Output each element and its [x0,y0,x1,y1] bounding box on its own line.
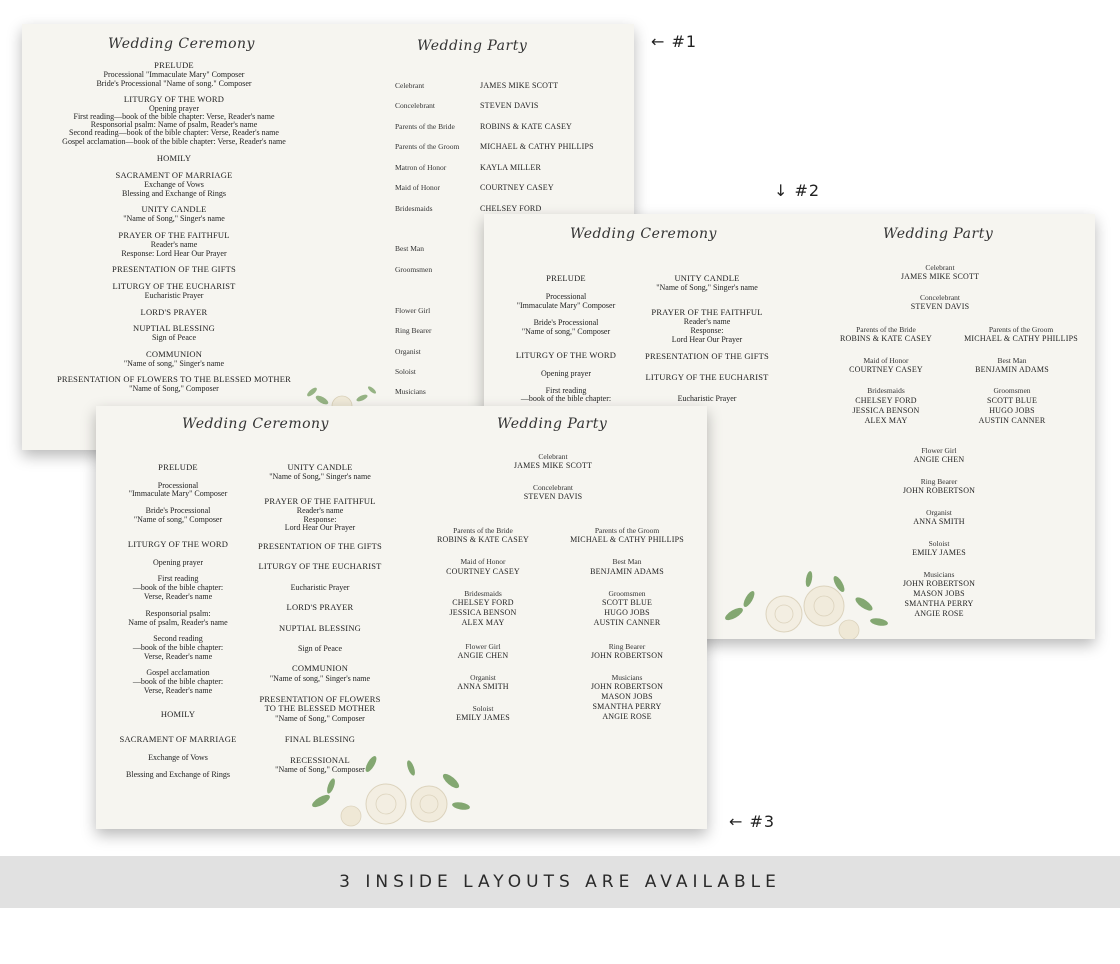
ceremony-line: Exchange of Vows [148,753,208,762]
ceremony-line: Response: [303,515,337,524]
ceremony-line: Sign of Peace [298,644,342,653]
party-names: ROBINS & KATE CASEY [839,334,933,343]
ceremony-line: Second reading—book of the bible chapter: Verse, Reader's name [69,128,279,137]
party-names: COURTNEY CASEY [446,567,520,576]
ceremony-line: "Name of Song," Singer's name [269,472,371,481]
party-role: Maid of Honor [395,183,440,192]
party-names: ANGIE ROSE [914,609,964,618]
party-role: Musicians [395,387,426,396]
party-names: MICHAEL & CATHY PHILLIPS [480,142,594,151]
ceremony-line: Gospel acclamation—book of the bible chapter: Verse, Reader's name [62,137,286,146]
ceremony-line: Verse, Reader's name [143,652,213,661]
party-role: Soloist [395,367,416,376]
ceremony-line: PRELUDE [154,60,194,70]
party-names: CHELSEY FORD [855,396,917,405]
ceremony-line: Processional "Immaculate Mary" Composer [103,70,245,79]
ceremony-line: PRESENTATION OF FLOWERS [259,694,381,704]
party-role: Ring Bearer [395,326,432,335]
party-names: COURTNEY CASEY [849,365,923,374]
party-role: Bridesmaids [464,589,502,598]
ceremony-line: Opening prayer [541,369,591,378]
party-role: Organist [395,347,421,356]
rose [366,784,406,824]
ceremony-line: Gospel acclamation [146,668,210,677]
layout-3-marker: ← #3 [729,812,776,831]
ceremony-line: Responsorial psalm: Name of psalm, Reader's name [90,120,258,129]
party-names: AUSTIN CANNER [593,618,661,627]
layout-2-marker: ↓ #2 [774,181,821,200]
ceremony-title: Wedding Ceremony [570,226,717,242]
party-names: STEVEN DAVIS [523,492,583,501]
party-names: MICHAEL & CATHY PHILLIPS [964,334,1078,343]
party-names: JOHN ROBERTSON [902,486,976,495]
party-names: MASON JOBS [913,589,965,598]
party-role: Best Man [997,356,1027,365]
rose [341,806,361,826]
party-names: ANGIE ROSE [602,712,652,721]
ceremony-line: Eucharistic Prayer [290,583,350,592]
party-names: SCOTT BLUE [986,396,1038,405]
ceremony-line: LITURGY OF THE WORD [127,539,229,549]
party-names: SMANTHA PERRY [904,599,974,608]
ceremony-line: Blessing and Exchange of Rings [126,770,230,779]
party-names: JOHN ROBERTSON [590,651,664,660]
ceremony-line: UNITY CANDLE [141,204,207,214]
ceremony-line: SACRAMENT OF MARRIAGE [119,734,237,744]
layout-3-card [96,406,707,829]
ceremony-line: UNITY CANDLE [287,462,353,472]
party-names: ROBINS & KATE CASEY [480,122,573,131]
party-role: Bridesmaids [867,386,905,395]
party-role: Ring Bearer [608,642,646,651]
party-names: STEVEN DAVIS [480,101,539,110]
party-names: MICHAEL & CATHY PHILLIPS [570,535,684,544]
ceremony-line: Second reading [153,634,203,643]
ceremony-line: PRELUDE [158,462,198,472]
ceremony-line: UNITY CANDLE [674,273,740,283]
ceremony-line: First reading [545,386,587,395]
ceremony-line: SACRAMENT OF MARRIAGE [115,170,233,180]
ceremony-line: COMMUNION [145,349,203,359]
ceremony-line: PRESENTATION OF THE GIFTS [112,264,236,274]
party-names: JOHN ROBERTSON [590,682,664,691]
ceremony-line: PRESENTATION OF THE GIFTS [258,541,382,551]
party-role: Parents of the Bride [453,526,513,535]
ceremony-line: Reader's name [296,506,344,515]
floral-decoration [714,564,904,639]
ceremony-line: LITURGY OF THE WORD [123,94,225,104]
party-names: JOHN ROBERTSON [902,579,976,588]
party-role: Organist [926,508,952,517]
ceremony-line: "Name of song," Composer [133,515,223,524]
ceremony-line: Reader's name [150,240,198,249]
banner-text: 3 INSIDE LAYOUTS ARE AVAILABLE [339,872,781,892]
party-role: Parents of the Groom [594,526,660,535]
party-names: EMILY JAMES [912,548,966,557]
ceremony-line: Lord Hear Our Prayer [284,523,356,532]
ceremony-line: Blessing and Exchange of Rings [122,189,226,198]
ceremony-line: NUPTIAL BLESSING [133,323,215,333]
rose [804,586,844,626]
ceremony-line: PRESENTATION OF FLOWERS TO THE BLESSED MOTHER [56,374,292,384]
ceremony-line: Eucharistic Prayer [144,291,204,300]
party-role: Parents of the Groom [395,142,460,151]
party-role: Musicians [611,673,643,682]
ceremony-line: Responsorial psalm: [145,609,211,618]
ceremony-line: Processional [545,292,587,301]
ceremony-line: NUPTIAL BLESSING [279,623,361,633]
party-role: Maid of Honor [460,557,506,566]
party-role: Flower Girl [921,446,957,455]
party-role: Parents of the Bride [395,122,455,131]
party-role: Celebrant [925,263,955,272]
ceremony-line: Name of psalm, Reader's name [128,618,228,627]
ceremony-line: —book of the bible chapter: [520,394,612,403]
party-names: CHELSEY FORD [452,598,514,607]
party-names: ANNA SMITH [913,517,965,526]
party-names: BENJAMIN ADAMS [975,365,1049,374]
party-role: Matron of Honor [395,163,447,172]
floral-decoration [301,746,481,829]
party-names: JESSICA BENSON [852,406,920,415]
ceremony-line: LORD'S PRAYER [286,602,354,612]
party-role: Maid of Honor [863,356,909,365]
ceremony-line: —book of the bible chapter: [132,583,224,592]
ceremony-line: TO THE BLESSED MOTHER [264,703,376,713]
ceremony-title: Wedding Ceremony [108,36,255,52]
layout-1-marker: ← #1 [651,32,698,51]
party-names: MASON JOBS [601,692,653,701]
ceremony-line: First reading—book of the bible chapter: Verse, Reader's name [73,112,275,121]
ceremony-line: "Immaculate Mary" Composer [516,301,616,310]
ceremony-line: FINAL BLESSING [284,734,356,744]
party-role: Groomsmen [993,386,1031,395]
rose [411,786,447,822]
party-names: STEVEN DAVIS [910,302,970,311]
party-names: ANGIE CHEN [913,455,965,464]
ceremony-line: Verse, Reader's name [143,686,213,695]
party-names: ANGIE CHEN [457,651,509,660]
ceremony-line: "Name of Song," Composer [129,384,219,393]
party-role: Musicians [923,570,955,579]
party-names: ALEX MAY [864,416,908,425]
party-role: Best Man [612,557,642,566]
party-names: SCOTT BLUE [601,598,653,607]
ceremony-line: "Name of song," Singer's name [269,674,371,683]
ceremony-line: "Name of song," Composer [521,327,611,336]
party-names: ANNA SMITH [457,682,509,691]
ceremony-line: Exchange of Vows [144,180,204,189]
ceremony-line: RECESSIONAL [290,755,350,765]
ceremony-line: "Name of Song," Singer's name [123,214,225,223]
party-role: Organist [470,673,496,682]
ceremony-line: "Immaculate Mary" Composer [128,489,228,498]
party-role: Celebrant [395,81,425,90]
ceremony-line: Lord Hear Our Prayer [671,335,743,344]
ceremony-line: Sign of Peace [152,333,196,342]
ceremony-line: HOMILY [160,709,196,719]
ceremony-line: LITURGY OF THE WORD [515,350,617,360]
party-role: Concelebrant [920,293,960,302]
party-names: HUGO JOBS [604,608,650,617]
bottom-banner [0,856,1120,908]
party-title: Wedding Party [497,416,608,432]
ceremony-line: "Name of Song," Composer [275,714,365,723]
party-role: Bridesmaids [395,204,433,213]
ceremony-line: Processional [157,481,199,490]
party-role: Soloist [472,704,494,713]
ceremony-line: Bride's Processional [145,506,211,515]
ceremony-line: PRAYER OF THE FAITHFUL [264,496,376,506]
ceremony-line: Response: Lord Hear Our Prayer [121,249,227,258]
party-title: Wedding Party [417,38,528,54]
rose [766,596,802,632]
ceremony-line: LITURGY OF THE EUCHARIST [258,561,382,571]
party-names: JAMES MIKE SCOTT [900,272,980,281]
ceremony-line: PRAYER OF THE FAITHFUL [118,230,230,240]
party-role: Ring Bearer [920,477,958,486]
party-role: Flower Girl [395,306,431,315]
party-names: SMANTHA PERRY [592,702,662,711]
ceremony-line: Bride's Processional [533,318,599,327]
party-role: Groomsmen [608,589,646,598]
rose [839,620,859,639]
party-names: JAMES MIKE SCOTT [480,81,559,90]
ceremony-title: Wedding Ceremony [182,416,329,432]
party-names: EMILY JAMES [456,713,510,722]
ceremony-line: LITURGY OF THE EUCHARIST [112,281,236,291]
ceremony-line: COMMUNION [291,663,349,673]
party-names: AUSTIN CANNER [978,416,1046,425]
party-role: Concelebrant [533,483,573,492]
ceremony-line: —book of the bible chapter: [132,643,224,652]
ceremony-line: First reading [157,574,199,583]
party-role: Parents of the Bride [856,325,916,334]
party-role: Groomsmen [395,265,433,274]
ceremony-line: "Name of Song," Composer [275,765,365,774]
ceremony-line: Opening prayer [149,104,199,113]
ceremony-line: PRAYER OF THE FAITHFUL [651,307,763,317]
party-title: Wedding Party [883,226,994,242]
ceremony-line: PRELUDE [546,273,586,283]
party-names: JESSICA BENSON [449,608,517,617]
party-names: KAYLA MILLER [480,163,541,172]
ceremony-line: "Name of song," Singer's name [123,359,225,368]
party-role: Concelebrant [395,101,435,110]
ceremony-line: Response: [690,326,724,335]
party-role: Soloist [928,539,950,548]
ceremony-line: Reader's name [683,317,731,326]
party-names: ROBINS & KATE CASEY [436,535,530,544]
party-names: CHELSEY FORD [480,204,542,213]
party-names: ALEX MAY [461,618,505,627]
ceremony-line: Opening prayer [153,558,203,567]
ceremony-line: Eucharistic Prayer [677,394,737,403]
party-names: BENJAMIN ADAMS [590,567,664,576]
ceremony-line: —book of the bible chapter: [132,677,224,686]
party-role: Flower Girl [465,642,501,651]
ceremony-line: LITURGY OF THE EUCHARIST [645,372,769,382]
ceremony-line: Verse, Reader's name [143,592,213,601]
party-role: Parents of the Groom [988,325,1054,334]
ceremony-line: HOMILY [156,153,192,163]
party-names: COURTNEY CASEY [480,183,554,192]
ceremony-line: "Name of Song," Singer's name [656,283,758,292]
party-names: JAMES MIKE SCOTT [513,461,593,470]
party-role: Celebrant [538,452,568,461]
ceremony-line: Bride's Processional "Name of song." Composer [96,79,252,88]
party-role: Best Man [395,244,424,253]
ceremony-line: LORD'S PRAYER [140,307,208,317]
party-names: HUGO JOBS [989,406,1035,415]
ceremony-line: PRESENTATION OF THE GIFTS [645,351,769,361]
